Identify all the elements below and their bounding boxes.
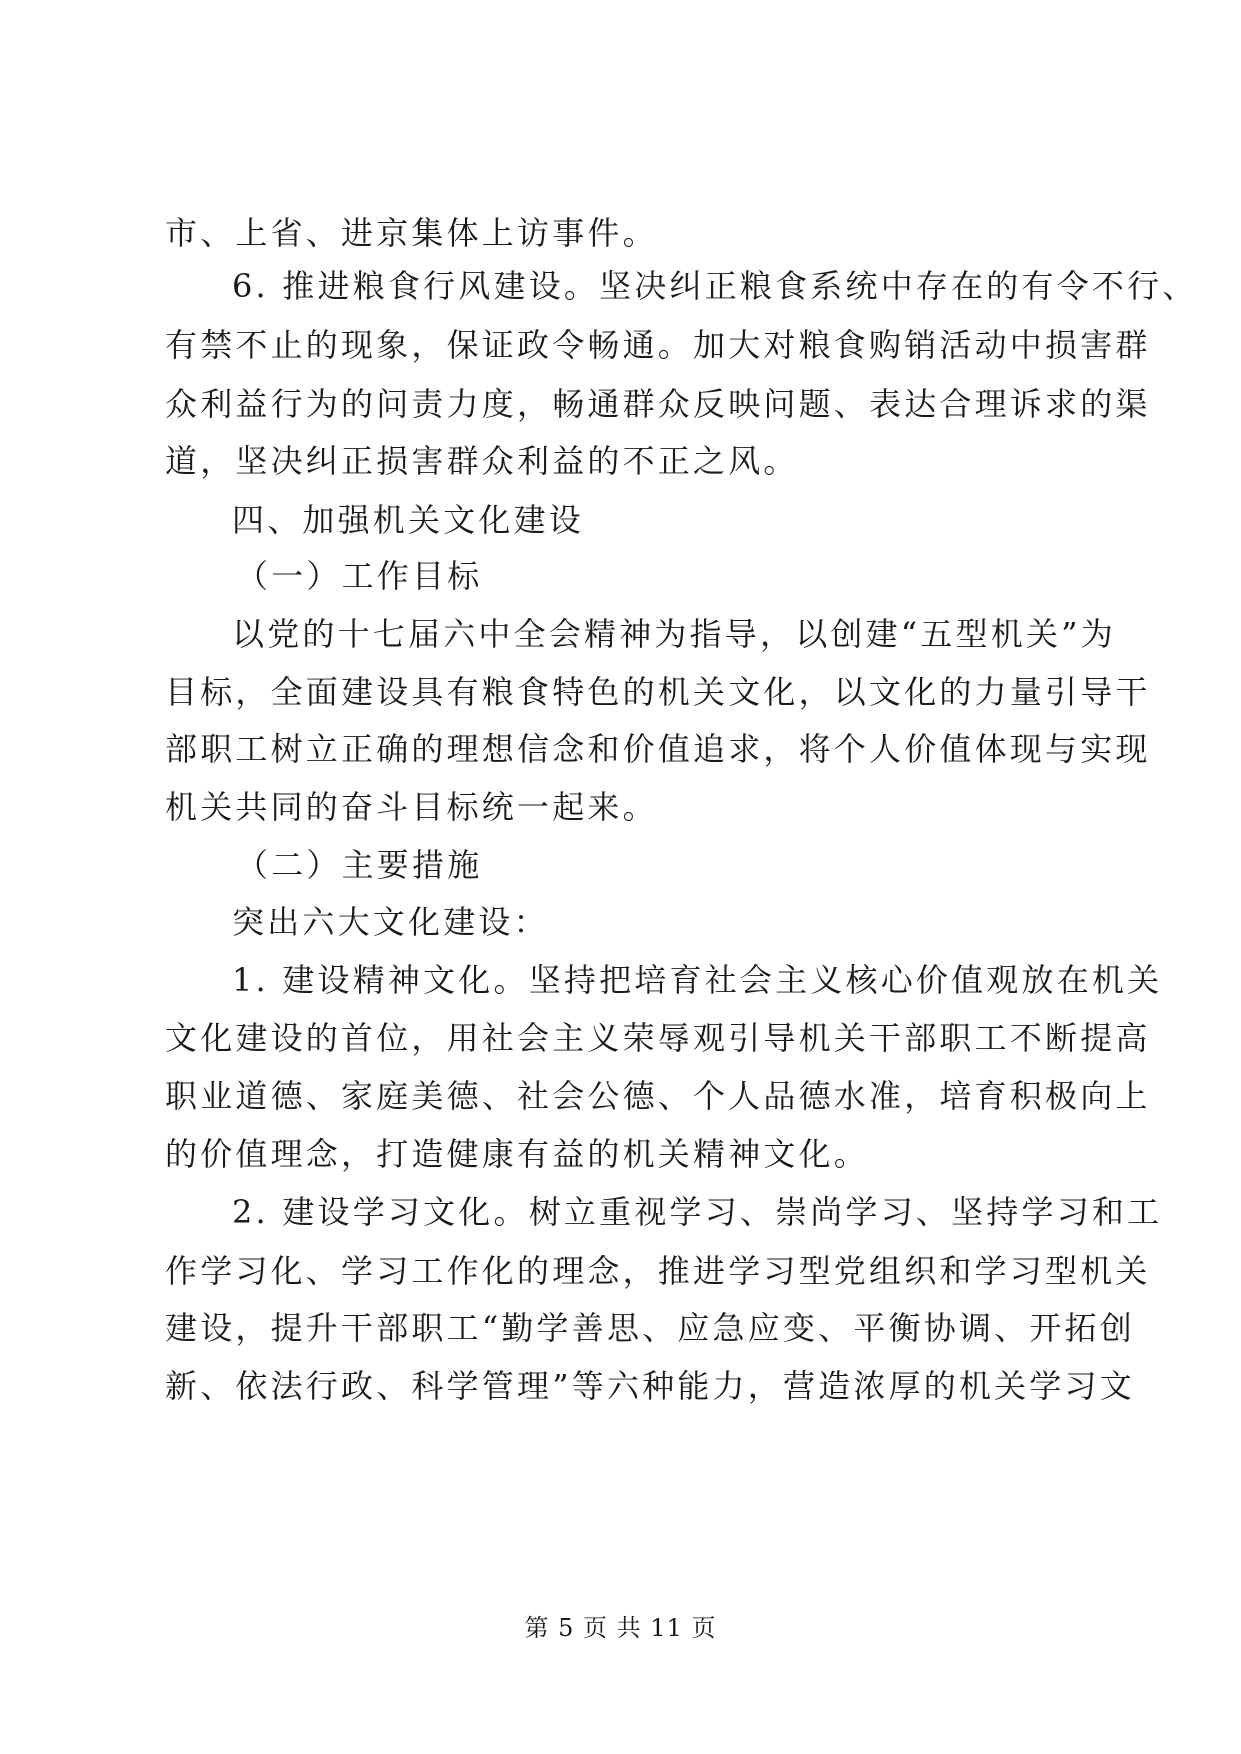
section-heading: 四、加强机关文化建设 <box>232 501 585 539</box>
text-line: 作学习化、学习工作化的理念，推进学习型党组织和学习型机关 <box>165 1252 1151 1290</box>
text-line: 新、依法行政、科学管理”等六种能力，营造浓厚的机关学习文 <box>165 1367 1135 1405</box>
text-line: 突出六大文化建设： <box>232 903 549 941</box>
text-line: 以党的十七届六中全会精神为指导，以创建“五型机关”为 <box>232 615 1116 653</box>
subsection-heading: （二）主要措施 <box>236 846 483 884</box>
subsection-heading: （一）工作目标 <box>236 557 483 595</box>
text-line: 道，坚决纠正损害群众利益的不正之风。 <box>165 442 799 480</box>
text-line: 6. 推进粮食行风建设。坚决纠正粮食系统中存在的有令不行、 <box>232 267 1198 305</box>
text-line: 职业道德、家庭美德、社会公德、个人品德水准，培育积极向上 <box>165 1077 1151 1115</box>
text-line: 目标，全面建设具有粮食特色的机关文化，以文化的力量引导干 <box>165 673 1151 711</box>
text-line: 市、上省、进京集体上访事件。 <box>165 214 658 252</box>
text-line: 2. 建设学习文化。树立重视学习、崇尚学习、坚持学习和工 <box>232 1193 1163 1231</box>
text-line: 建设，提升干部职工“勤学善思、应急应变、平衡协调、开拓创 <box>165 1309 1135 1347</box>
page-number-footer: 第 5 页 共 11 页 <box>524 1614 717 1642</box>
text-line: 1. 建设精神文化。坚持把培育社会主义核心价值观放在机关 <box>232 961 1163 999</box>
text-line: 文化建设的首位，用社会主义荣辱观引导机关干部职工不断提高 <box>165 1019 1151 1057</box>
text-line: 有禁不止的现象，保证政令畅通。加大对粮食购销活动中损害群 <box>165 326 1151 364</box>
text-line: 部职工树立正确的理想信念和价值追求，将个人价值体现与实现 <box>165 730 1151 768</box>
text-line: 机关共同的奋斗目标统一起来。 <box>165 788 658 826</box>
text-line: 众利益行为的问责力度，畅通群众反映问题、表达合理诉求的渠 <box>165 385 1151 423</box>
text-line: 的价值理念，打造健康有益的机关精神文化。 <box>165 1135 870 1173</box>
